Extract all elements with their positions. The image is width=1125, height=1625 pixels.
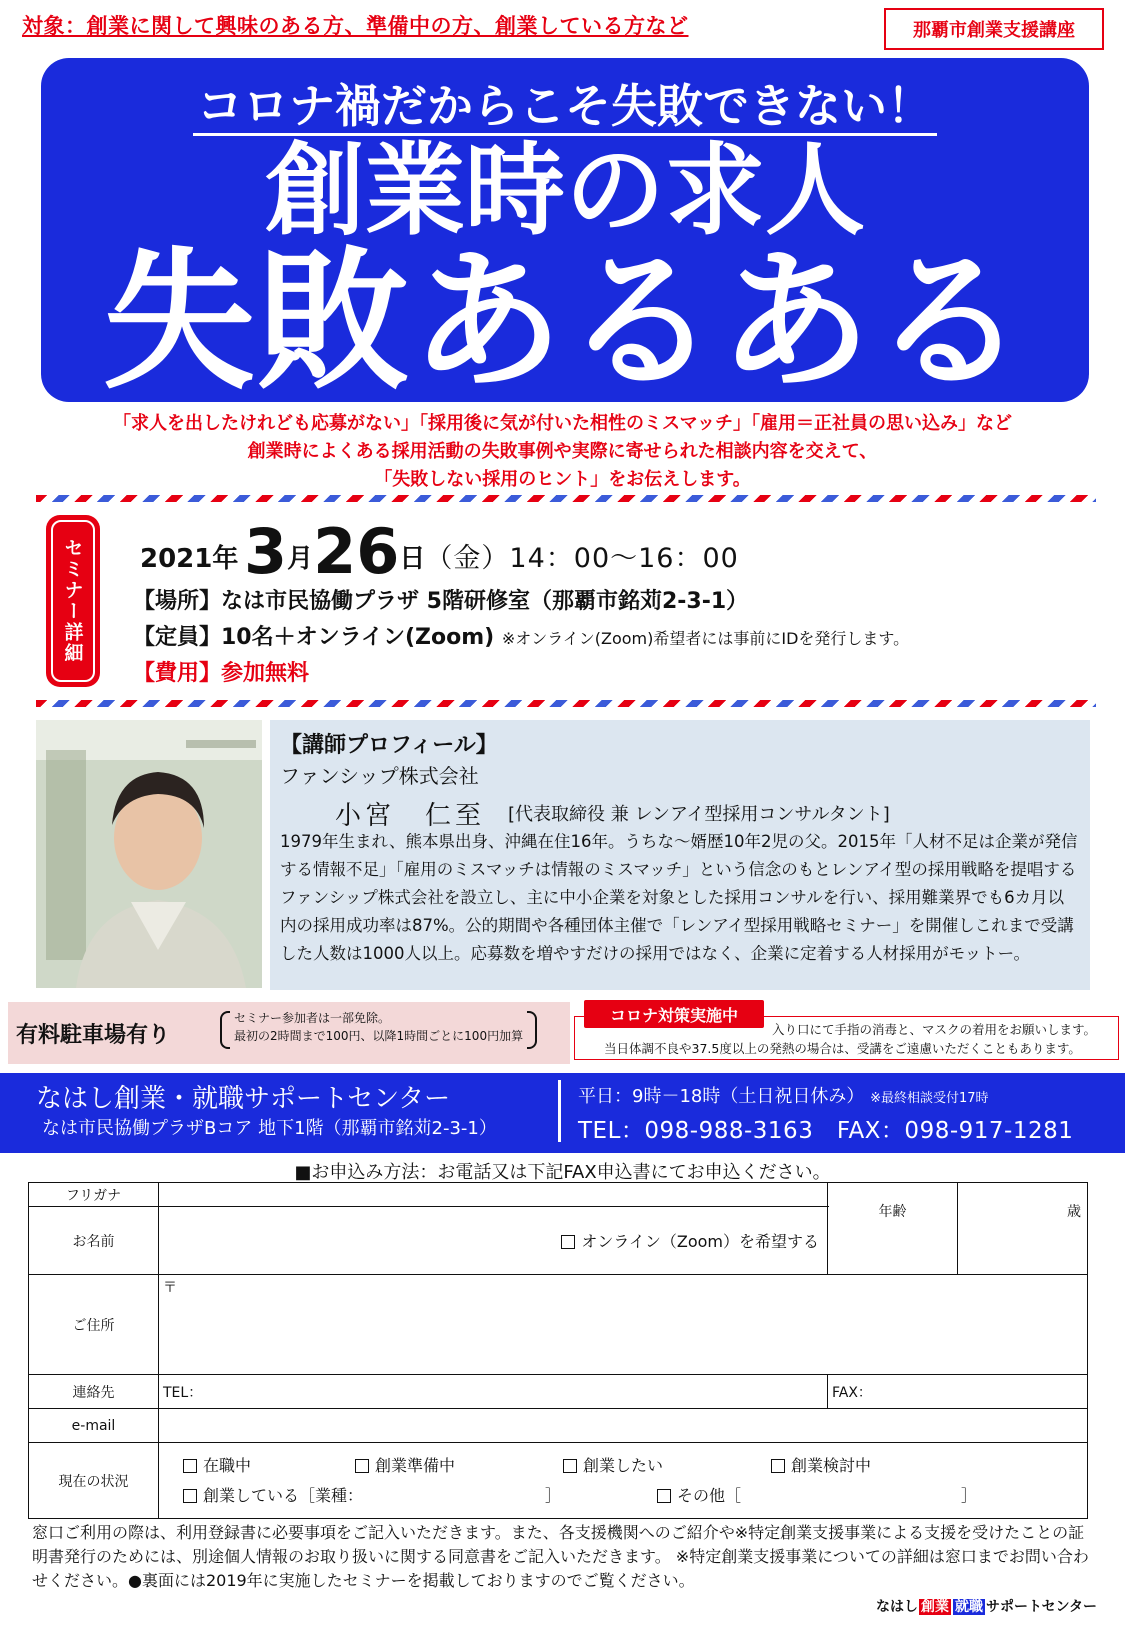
label-address: ご住所: [29, 1275, 159, 1375]
postal-mark: 〒: [163, 1280, 177, 1296]
online-checkbox[interactable]: [561, 1235, 575, 1249]
status-option-want-to-start[interactable]: [563, 1451, 771, 1481]
label-age: 年齢: [828, 1183, 958, 1275]
date-time: 14：00〜16：00: [509, 543, 739, 574]
center-address: なは市民協働プラザBコア 地下1階（那覇市銘苅2-3-1）: [42, 1118, 497, 1139]
center-name: なはし創業・就職サポートセンター: [36, 1084, 451, 1114]
center-logo: [876, 1596, 1097, 1616]
capacity-note: ※オンライン(Zoom)希望者には事前にIDを発行します。: [501, 629, 910, 648]
center-hours: [578, 1082, 989, 1108]
date-day: 26: [313, 515, 400, 588]
tel-label: TEL：: [163, 1384, 203, 1401]
furigana-field[interactable]: [159, 1183, 828, 1207]
label-email: e-mail: [29, 1409, 159, 1443]
intro-text: [20, 410, 1105, 494]
status-option-preparing[interactable]: [355, 1451, 563, 1481]
label-status: 現在の状況: [29, 1443, 159, 1519]
logo-part-d: サポートセンター: [986, 1599, 1098, 1615]
parking-label: 有料駐車場有り: [16, 1023, 171, 1048]
tel-field[interactable]: [159, 1375, 828, 1409]
profile-bio: 1979年生まれ、熊本県出身、沖縄在住16年。うちな〜婿歴10年2児の父。2015年「人材不足は企業が発信する情報不足」「雇用のミスマッチは情報のミスマッチ」という信念のもとレンアイ型の採用戦略を提唱するファンシップ株式会社を設立し、主に中小企業を対象とした採用コンサルを行い、採用難業界でも6カ月以内の採用成功率は87%。公的期間や各種団体主催で「レンアイ型採用戦略セミナー」を開催しこれまで受講した人数は1000人以上。応募数を増やすだけの採用ではなく、企業に定着する人材採用がモットー。: [280, 832, 1078, 963]
seminar-date: [140, 515, 739, 588]
option-label: 在職中: [203, 1455, 252, 1475]
application-form: [28, 1182, 1088, 1519]
date-month-unit: 月: [287, 544, 314, 574]
intro-line-3: 「失敗しない採用のヒント」をお伝えします。: [374, 469, 751, 490]
status-option-employed[interactable]: [183, 1451, 355, 1481]
checkbox[interactable]: [355, 1459, 369, 1473]
option-label: その他［: [677, 1485, 742, 1505]
date-month: 3: [243, 515, 288, 588]
target-audience: 対象：創業に関して興味のある方、準備中の方、創業している方など: [22, 14, 689, 38]
profile-role: [代表取締役 兼 レンアイ型採用コンサルタント]: [508, 804, 890, 825]
center-hours-note: ※最終相談受付17時: [870, 1091, 989, 1106]
seminar-place: 【場所】なは市民協働プラザ 5階研修室（那覇市銘苅2-3-1）: [133, 589, 749, 614]
capacity-text: 【定員】10名＋オンライン(Zoom): [133, 625, 495, 650]
address-field[interactable]: [159, 1275, 1088, 1375]
option-label: 創業検討中: [791, 1455, 872, 1475]
fax-field[interactable]: [828, 1375, 1088, 1409]
title-subtitle: [41, 70, 1089, 136]
corona-note-1: 入り口にて手指の消毒と、マスクの着用をお願いします。: [772, 1022, 1097, 1037]
status-option-running[interactable]: [183, 1481, 657, 1511]
org-tag: 那覇市創業支援講座: [884, 8, 1104, 50]
seminar-capacity: [133, 620, 909, 651]
checkbox[interactable]: [183, 1459, 197, 1473]
divider-stripe-bottom: [36, 700, 1096, 707]
status-options: [159, 1443, 1088, 1519]
corona-note-2: 当日体調不良や37.5度以上の発熱の場合は、受講をご遠慮いただくこともあります。: [604, 1041, 1081, 1056]
parking-note-1: セミナー参加者は一部免除。: [234, 1011, 391, 1025]
option-label: 創業している［業種：: [203, 1485, 356, 1505]
label-furigana: フリガナ: [29, 1183, 159, 1207]
status-option-considering[interactable]: [771, 1451, 871, 1481]
label-name: お名前: [29, 1207, 159, 1275]
date-day-unit: 日: [399, 544, 426, 574]
parking-note-2: 最初の2時間まで100円、以降1時間ごとに100円加算: [234, 1029, 524, 1043]
center-hours-text: 平日：9時－18時（土日祝日休み）: [578, 1086, 865, 1107]
profile-company: ファンシップ株式会社: [280, 764, 479, 788]
seminar-badge-label: セミナー詳細: [51, 520, 95, 682]
date-year: 2021年: [140, 544, 239, 574]
status-option-other[interactable]: [657, 1481, 977, 1511]
seminar-fee: 【費用】参加無料: [133, 661, 310, 686]
bracket-end: ］: [545, 1485, 562, 1505]
age-unit: 歳: [1067, 1204, 1081, 1220]
profile-name: 小宮 仁至: [335, 801, 486, 831]
checkbox[interactable]: [657, 1489, 671, 1503]
divider-stripe-top: [36, 495, 1096, 502]
title-subtitle-text: コロナ禍だからこそ失敗できない！: [193, 79, 937, 136]
parking-note: [220, 1009, 537, 1045]
email-field[interactable]: [159, 1409, 1088, 1443]
title-main: 創業時の求人: [265, 132, 865, 249]
checkbox[interactable]: [183, 1489, 197, 1503]
online-check-label: オンライン（Zoom）を希望する: [581, 1232, 819, 1251]
fax-label: FAX：: [832, 1384, 872, 1401]
logo-part-a: なはし: [876, 1599, 918, 1615]
center-divider: [558, 1080, 561, 1142]
logo-part-c: 就職: [955, 1599, 983, 1615]
lecturer-photo: [36, 720, 262, 988]
bracket-end: ］: [961, 1485, 978, 1505]
footer-note: 窓口ご利用の際は、利用登録書に必要事項をご記入いただきます。また、各支援機関へのご紹介や※特定創業支援事業による支援を受けたことの証明書発行のためには、別途個人情報のお取り扱いに関する同意書をご記入いただきます。 ※特定創業支援事業についての詳細は窓口までお問い合わせください。●裏面には2019年に実施したセミナーを掲載しておりますのでご覧ください。: [32, 1523, 1089, 1590]
logo-part-b: 創業: [921, 1599, 949, 1615]
checkbox[interactable]: [563, 1459, 577, 1473]
name-field[interactable]: [159, 1207, 828, 1275]
profile-heading: 【講師プロフィール】: [280, 733, 498, 758]
corona-label: コロナ対策実施中: [584, 1000, 764, 1028]
seminar-badge: [46, 515, 100, 687]
status-row-1: [183, 1451, 1087, 1481]
apply-instructions: ■お申込み方法：お電話又は下記FAX申込書にてお申込ください。: [294, 1162, 831, 1183]
option-label: 創業したい: [583, 1455, 664, 1475]
intro-line-2: 創業時によくある採用活動の失敗事例や実際に寄せられた相談内容を交えて、: [247, 441, 878, 462]
lecturer-portrait-image: [36, 720, 262, 988]
center-tel-fax: TEL：098-988-3163 FAX：098-917-1281: [578, 1118, 1074, 1144]
option-label: 創業準備中: [375, 1455, 456, 1475]
status-row-2: [183, 1481, 1087, 1511]
date-weekday: （金）: [425, 543, 510, 574]
checkbox[interactable]: [771, 1459, 785, 1473]
title-big: 失敗あるある: [103, 233, 1027, 410]
label-contact: 連絡先: [29, 1375, 159, 1409]
age-field[interactable]: [958, 1183, 1088, 1275]
intro-line-1: 「求人を出したけれども応募がない」「採用後に気が付いた相性のミスマッチ」「雇用＝正社員の思い込み」など: [113, 413, 1012, 434]
